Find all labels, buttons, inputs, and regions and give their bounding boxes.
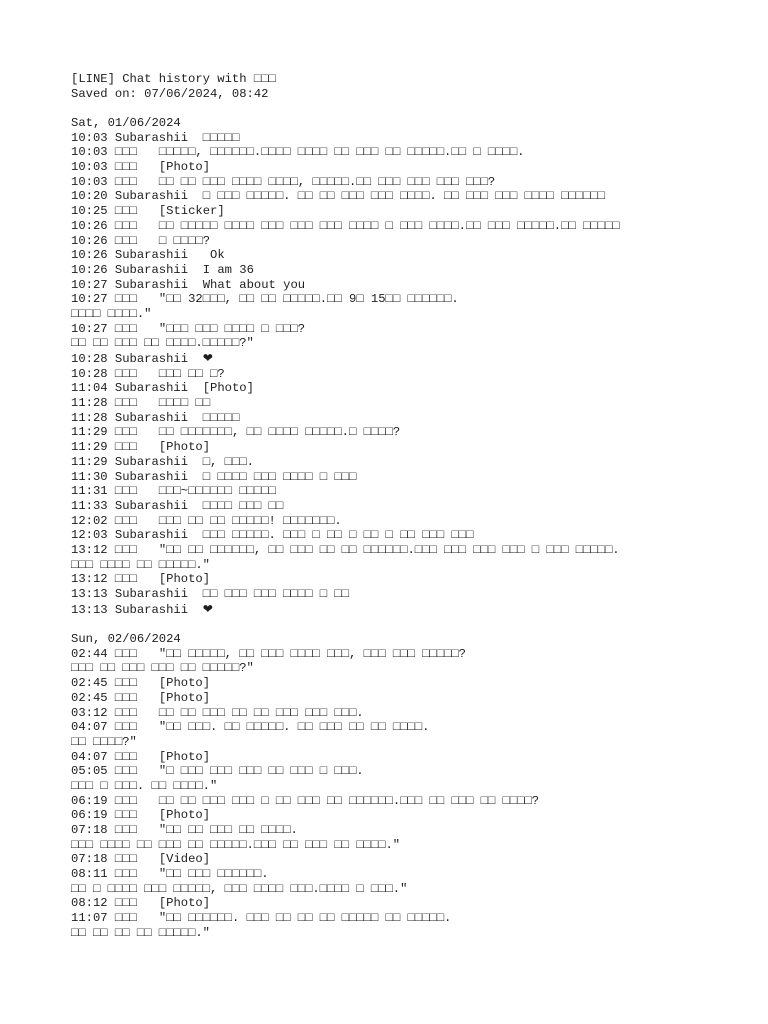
message-row [71,455,761,470]
day-section [71,632,761,940]
message-text: [Sticker] [158,204,225,219]
message-time: 10:03 [71,130,108,145]
message-sender: □□□ [114,646,137,661]
message-sender: Subarashii [114,454,189,469]
message-text: "□□ □□ □□□□□□, □□ □□□ □□ □□ □□□□□□.□□□ □□□ □□□ □□□ □ □□□ □□□□□. □□□ □□□□ □□ □□□□□." [71,542,620,572]
message-sender: □□□ [114,396,137,411]
message-sender: □□□ [114,690,137,705]
message-row [71,484,761,499]
message-text: □□□ □□□□□. □□□ □ □□ □ □□ □ □□ □□□ □□□ [202,528,474,543]
message-row [71,706,761,721]
message-row [71,572,761,587]
message-row [71,691,761,706]
message-time: 02:45 [71,676,108,691]
message-text: □□□ □□ □? [158,366,225,381]
message-time: 10:27 [71,292,108,307]
message-row [71,263,761,278]
message-row [71,911,761,940]
message-time: 11:28 [71,410,108,425]
message-text: "□□ □□□ □□□□□□. □□ □ □□□□ □□□ □□□□□, □□□ □□□□ □□□.□□□□ □ □□□." [71,867,408,896]
message-row [71,543,761,572]
message-time: 10:28 [71,352,108,367]
message-sender: □□□ [114,425,137,440]
message-row [71,867,761,896]
message-text: "□□ □□□□□, □□ □□□ □□□□ □□□, □□□ □□□ □□□□□? □□□ □□ □□□ □□□ □□ □□□□□?" [71,646,466,676]
message-time: 11:31 [71,484,108,499]
saved-timestamp: Saved on: 07/06/2024, 08:42 [71,86,269,101]
message-text: □□ □□ □□□ □□□□ □□□□, □□□□□.□□ □□□ □□□ □□□ □□□? [158,174,496,189]
message-time: 11:07 [71,911,108,926]
message-sender: □□□ [114,484,137,499]
message-text: "□□ □□□□□□. □□□ □□ □□ □□ □□□□□ □□ □□□□□. □□ □□ □□ □□ □□□□□." [71,911,452,940]
message-row [71,587,761,602]
message-sender: □□□ [114,896,137,911]
message-sender: □□□ [114,160,137,175]
message-sender: □□□ [114,705,137,720]
message-time: 06:19 [71,793,108,808]
day-date: Sat, 01/06/2024 [71,116,181,131]
message-row [71,234,761,249]
message-row [71,381,761,396]
message-text: What about you [202,277,306,292]
message-text: [Photo] [158,440,211,455]
message-text: "□□□ □□□ □□□□ □ □□□? □□ □□ □□□ □□ □□□□.□□□□□?" [71,321,306,351]
message-row [71,175,761,190]
message-time: 10:03 [71,145,108,160]
message-row [71,292,761,321]
message-row [71,676,761,691]
message-text: ❤ [202,601,213,616]
message-time: 11:29 [71,425,108,440]
message-time: 10:25 [71,204,108,219]
message-sender: □□□ [114,218,137,233]
message-sender: Subarashii [114,587,189,602]
message-row [71,750,761,765]
message-sender: □□□ [114,852,137,867]
message-sender: □□□ [114,867,137,882]
message-sender: □□□ [114,793,137,808]
message-sender: □□□ [114,513,137,528]
message-time: 02:44 [71,646,108,661]
message-sender: Subarashii [114,262,189,277]
message-time: 03:12 [71,705,108,720]
message-row [71,499,761,514]
message-time: 11:29 [71,440,108,455]
message-row [71,367,761,382]
message-text: □□□□ □□□ □□ [202,498,284,513]
day-date: Sun, 02/06/2024 [71,632,181,647]
message-row [71,219,761,234]
message-sender: □□□ [114,911,137,926]
message-sender: Subarashii [114,277,189,292]
message-sender: Subarashii [114,528,189,543]
message-sender: □□□ [114,572,137,587]
message-sender: □□□ [114,321,137,336]
message-text: □□□□□ [202,410,240,425]
message-row [71,425,761,440]
message-row [71,160,761,175]
message-text: □□ □□ □□□ □□ □□ □□□ □□□ □□□. [158,705,364,720]
message-time: 10:03 [71,174,108,189]
message-sender: Subarashii [114,248,189,263]
message-time: 11:30 [71,469,108,484]
chat-log [71,72,761,941]
message-sender: □□□ [114,808,137,823]
message-text: ❤ [202,351,213,366]
message-row [71,764,761,793]
message-time: 10:27 [71,277,108,292]
message-text: I am 36 [202,262,254,277]
message-text: □ □□□□ □□□ □□□□ □ □□□ [202,469,357,484]
message-row [71,720,761,749]
message-time: 04:07 [71,720,108,735]
message-sender: Subarashii [114,352,189,367]
message-row [71,440,761,455]
message-sender: Subarashii [114,381,189,396]
message-time: 08:11 [71,867,108,882]
day-section [71,116,761,617]
message-text: "□□ □□ □□□ □□ □□□□. □□□ □□□□ □□ □□□ □□ □□□□□.□□□ □□ □□□ □□ □□□□." [71,823,401,852]
message-row [71,278,761,293]
message-row [71,852,761,867]
message-time: 04:07 [71,749,108,764]
message-text: [Photo] [158,160,211,175]
message-row [71,514,761,529]
message-row [71,351,761,367]
message-time: 10:27 [71,321,108,336]
message-sender: □□□ [114,440,137,455]
message-time: 12:03 [71,528,108,543]
message-sender: □□□ [114,823,137,838]
message-row [71,131,761,146]
message-text: □□□~□□□□□□ □□□□□ [158,484,276,499]
message-time: 05:05 [71,764,108,779]
message-row [71,322,761,351]
message-row [71,248,761,263]
message-sender: Subarashii [114,602,189,617]
message-text: □□□□□, □□□□□□.□□□□ □□□□ □□ □□□ □□ □□□□□.□□ □ □□□□. [158,145,525,160]
message-row [71,470,761,485]
message-sender: Subarashii [114,130,189,145]
message-text: Ok [202,248,225,263]
message-sender: □□□ [114,292,137,307]
message-sender: □□□ [114,676,137,691]
message-text: [Photo] [158,690,211,705]
message-text: □□□ □□ □□ □□□□□! □□□□□□□. [158,513,342,528]
message-time: 13:12 [71,572,108,587]
message-sender: □□□ [114,204,137,219]
message-text: [Photo] [158,676,211,691]
message-text: "□□ □□□. □□ □□□□□. □□ □□□ □□ □□ □□□□. □□ □□□□?" [71,720,430,749]
message-sender: Subarashii [114,469,189,484]
message-text: "□ □□□ □□□ □□□ □□ □□□ □ □□□. □□□ □ □□□. □□ □□□□." [71,764,364,793]
message-time: 10:26 [71,218,108,233]
message-time: 10:03 [71,160,108,175]
message-text: "□□ 32□□□, □□ □□ □□□□□.□□ 9□ 15□□ □□□□□□. □□□□ □□□□." [71,292,459,321]
message-text: □□□□ □□ [158,396,211,411]
message-text: □□□□□ [202,130,240,145]
message-time: 10:28 [71,366,108,381]
message-time: 02:45 [71,690,108,705]
message-sender: □□□ [114,174,137,189]
message-text: [Photo] [202,381,254,396]
message-row [71,602,761,618]
message-row [71,823,761,852]
message-time: 08:12 [71,896,108,911]
message-sender: □□□ [114,542,137,557]
message-text: [Photo] [158,896,211,911]
message-time: 10:26 [71,233,108,248]
message-time: 11:33 [71,498,108,513]
message-time: 13:12 [71,542,108,557]
message-time: 07:18 [71,852,108,867]
message-sender: □□□ [114,145,137,160]
message-text: □□ □□□□□ □□□□ □□□ □□□ □□□ □□□□ □ □□□ □□□□.□□ □□□ □□□□□.□□ □□□□□ [158,218,620,233]
message-sender: □□□ [114,764,137,779]
message-sender: □□□ [114,749,137,764]
message-time: 07:18 [71,823,108,838]
message-row [71,396,761,411]
message-time: 13:13 [71,602,108,617]
message-text: [Photo] [158,749,211,764]
message-row [71,411,761,426]
message-time: 12:02 [71,513,108,528]
message-text: [Video] [158,852,211,867]
message-sender: Subarashii [114,498,189,513]
message-row [71,896,761,911]
message-sender: □□□ [114,366,137,381]
message-time: 10:26 [71,248,108,263]
message-text: □, □□□. [202,454,254,469]
message-time: 10:26 [71,262,108,277]
message-sender: Subarashii [114,410,189,425]
message-text: [Photo] [158,572,211,587]
message-row [71,204,761,219]
message-time: 11:04 [71,381,108,396]
message-row [71,794,761,809]
message-time: 10:20 [71,189,108,204]
message-row [71,189,761,204]
message-text: □ □□□□? [158,233,211,248]
message-text: [Photo] [158,808,211,823]
message-time: 11:29 [71,454,108,469]
message-text: □ □□□ □□□□□. □□ □□ □□□ □□□ □□□□. □□ □□□ □□□ □□□□ □□□□□□ [202,189,605,204]
message-time: 11:28 [71,396,108,411]
message-sender: □□□ [114,720,137,735]
message-sender: Subarashii [114,189,189,204]
message-sender: □□□ [114,233,137,248]
message-text: □□ □□□□□□□, □□ □□□□ □□□□□.□ □□□□? [158,425,401,440]
chat-title: [LINE] Chat history with □□□ [71,72,276,86]
message-row [71,528,761,543]
message-time: 13:13 [71,587,108,602]
message-text: □□ □□ □□□ □□□ □ □□ □□□ □□ □□□□□□.□□□ □□ □□□ □□ □□□□? [158,793,540,808]
message-row [71,808,761,823]
message-time: 06:19 [71,808,108,823]
message-text: □□ □□□ □□□ □□□□ □ □□ [202,587,349,602]
message-row [71,145,761,160]
message-row [71,647,761,676]
